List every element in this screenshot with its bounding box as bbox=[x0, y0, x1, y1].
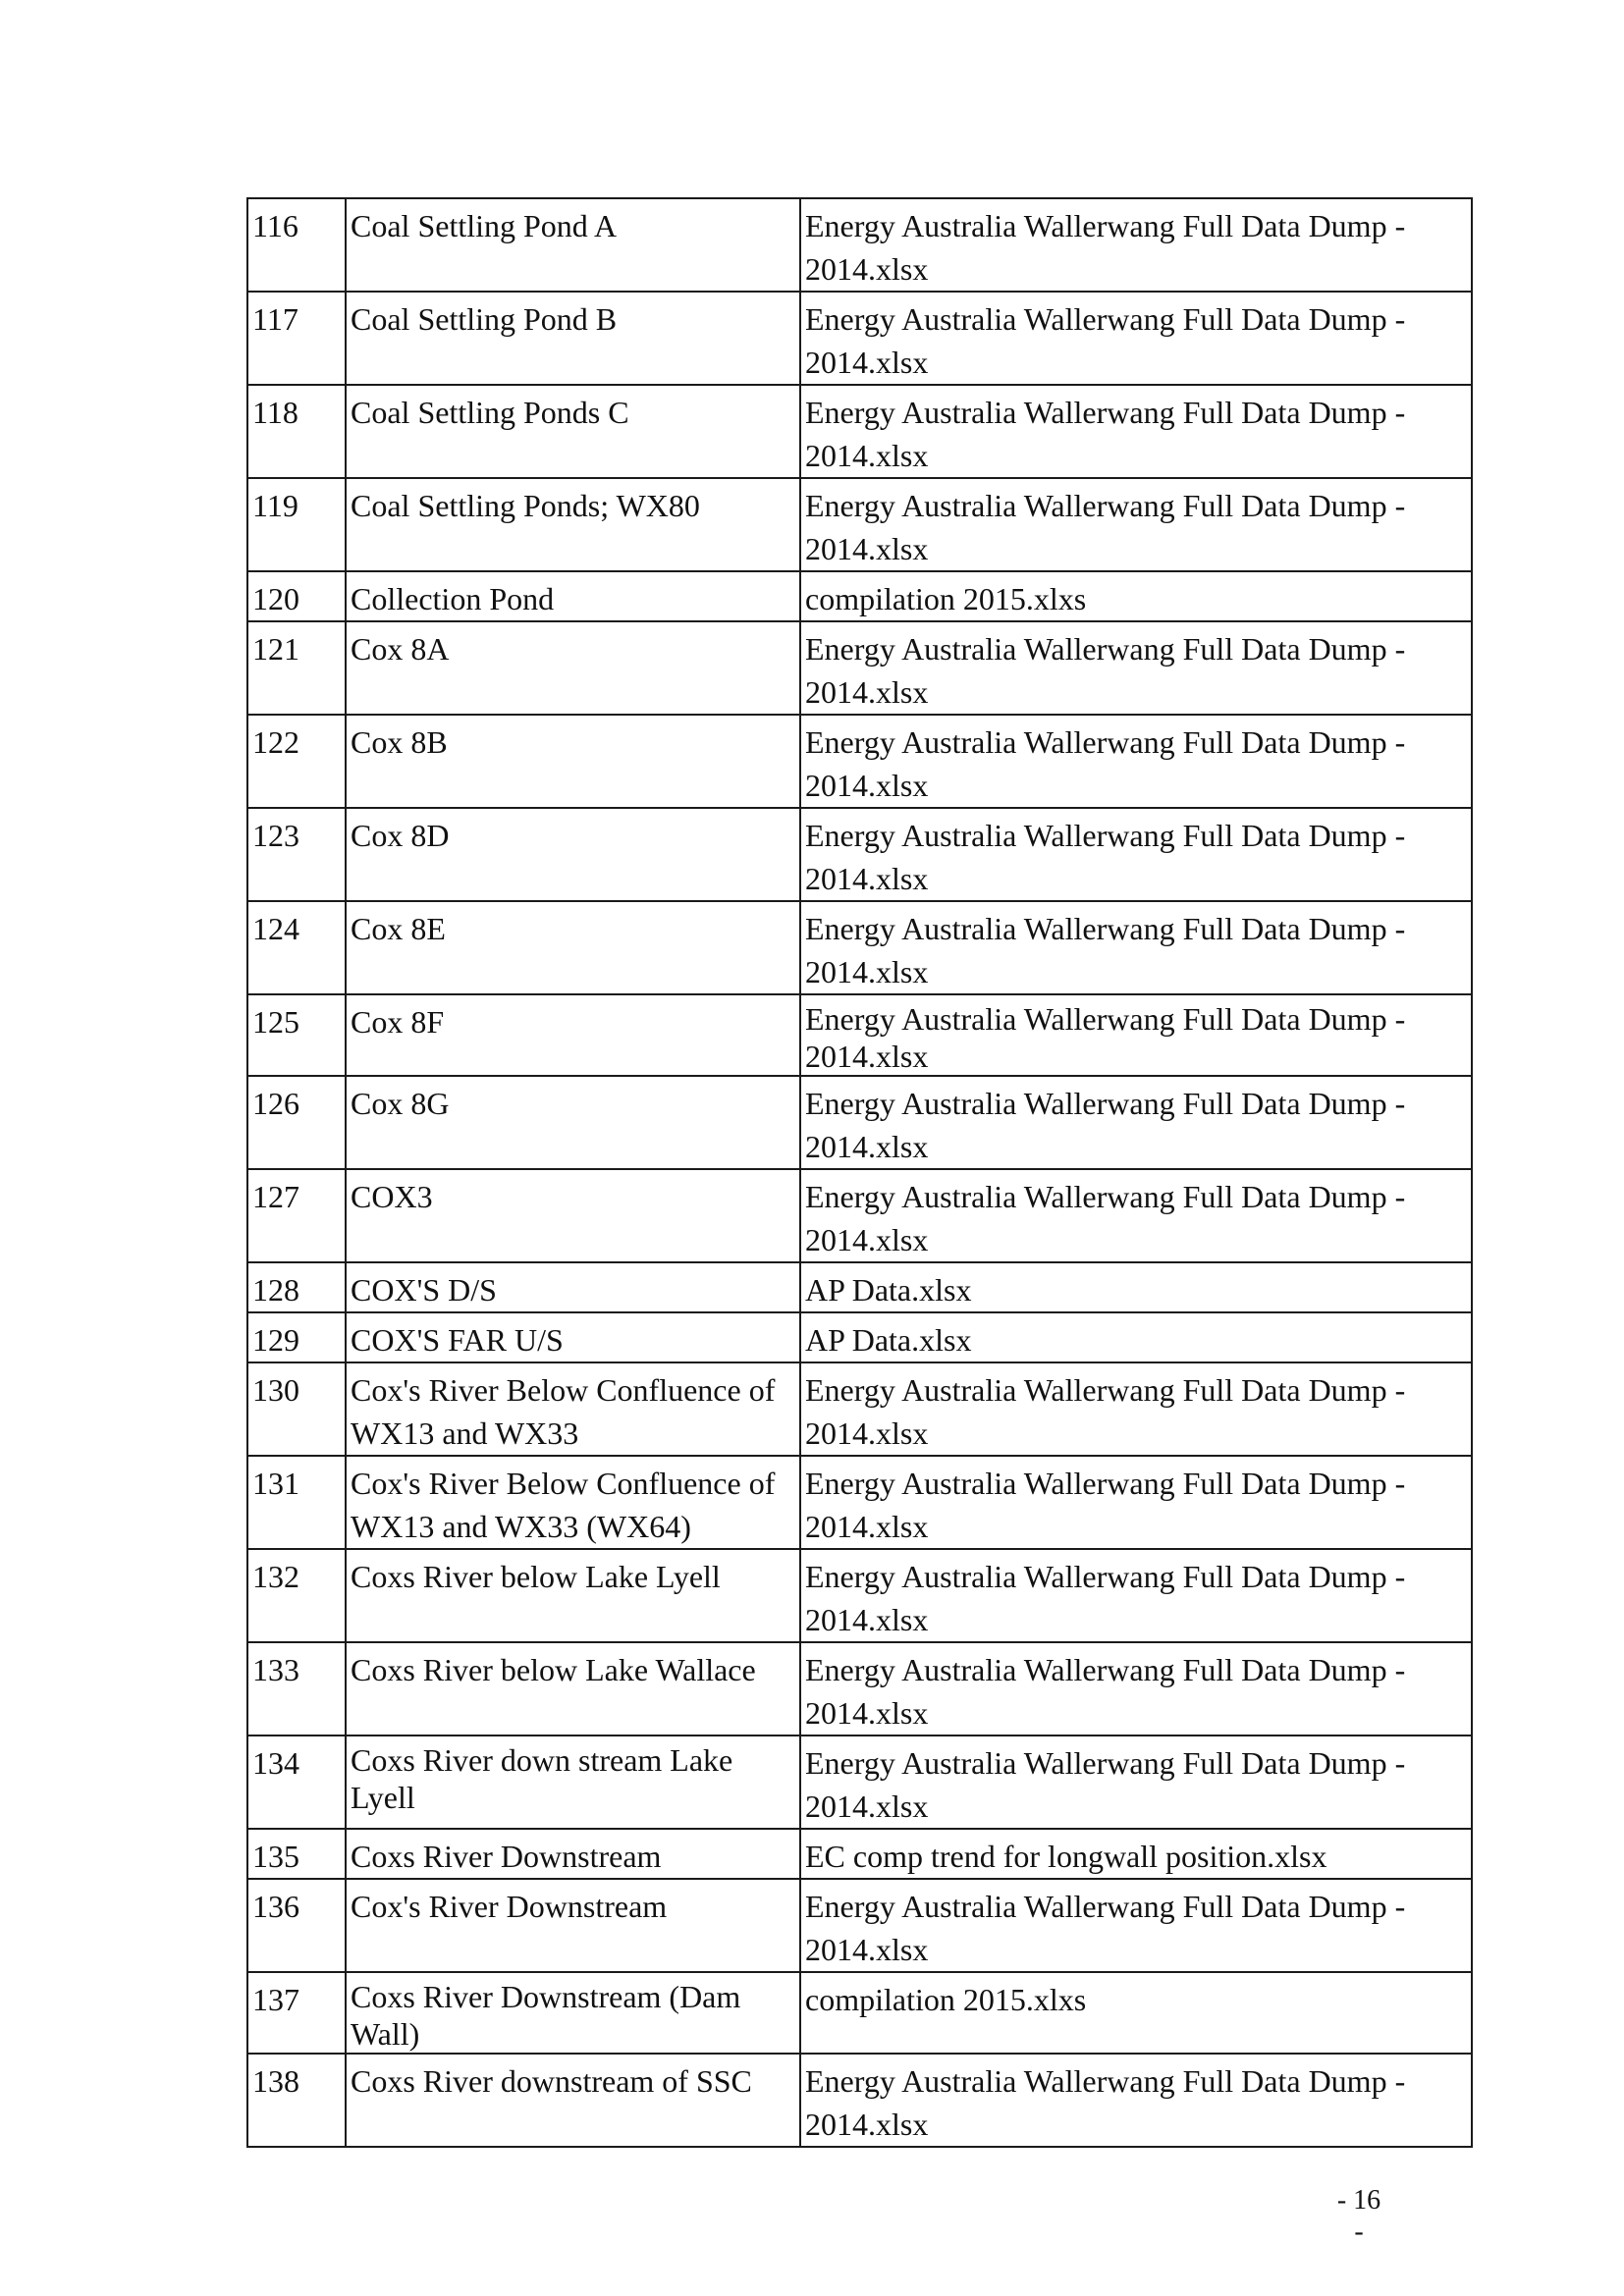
row-number: 137 bbox=[247, 1972, 346, 2054]
row-number: 134 bbox=[247, 1735, 346, 1829]
row-number: 123 bbox=[247, 808, 346, 901]
source-file: Energy Australia Wallerwang Full Data Dump - 2014.xlsx bbox=[800, 385, 1472, 478]
source-file: Energy Australia Wallerwang Full Data Dump - 2014.xlsx bbox=[800, 621, 1472, 715]
source-file: Energy Australia Wallerwang Full Data Dump - 2014.xlsx bbox=[800, 1456, 1472, 1549]
site-name: Collection Pond bbox=[346, 571, 800, 621]
source-file: Energy Australia Wallerwang Full Data Dump - 2014.xlsx bbox=[800, 1169, 1472, 1262]
row-number: 121 bbox=[247, 621, 346, 715]
site-name: Coxs River below Lake Lyell bbox=[346, 1549, 800, 1642]
table-row bbox=[247, 2054, 1472, 2147]
data-table bbox=[246, 197, 1473, 2148]
site-name: Cox 8D bbox=[346, 808, 800, 901]
row-number: 133 bbox=[247, 1642, 346, 1735]
source-file: Energy Australia Wallerwang Full Data Dump - 2014.xlsx bbox=[800, 1879, 1472, 1972]
source-file: EC comp trend for longwall position.xlsx bbox=[800, 1829, 1472, 1879]
table-row bbox=[247, 1879, 1472, 1972]
site-name: Coxs River Downstream (Dam Wall) bbox=[346, 1972, 800, 2054]
row-number: 120 bbox=[247, 571, 346, 621]
table-row bbox=[247, 808, 1472, 901]
site-name: Coal Settling Pond B bbox=[346, 292, 800, 385]
site-name: Cox's River Below Confluence of WX13 and WX33 bbox=[346, 1362, 800, 1456]
table-row bbox=[247, 994, 1472, 1076]
source-file: Energy Australia Wallerwang Full Data Dump - 2014.xlsx bbox=[800, 292, 1472, 385]
row-number: 118 bbox=[247, 385, 346, 478]
site-name: Cox's River Below Confluence of WX13 and WX33 (WX64) bbox=[346, 1456, 800, 1549]
table-row bbox=[247, 1076, 1472, 1169]
table-row bbox=[247, 198, 1472, 292]
site-name: Coxs River downstream of SSC bbox=[346, 2054, 800, 2147]
table-row bbox=[247, 715, 1472, 808]
row-number: 122 bbox=[247, 715, 346, 808]
row-number: 132 bbox=[247, 1549, 346, 1642]
row-number: 125 bbox=[247, 994, 346, 1076]
table-row bbox=[247, 1549, 1472, 1642]
site-name: COX'S FAR U/S bbox=[346, 1312, 800, 1362]
site-name: Coxs River below Lake Wallace bbox=[346, 1642, 800, 1735]
site-name: COX3 bbox=[346, 1169, 800, 1262]
table-row bbox=[247, 621, 1472, 715]
table-row bbox=[247, 1169, 1472, 1262]
page-number: - 16 - bbox=[1336, 2185, 1381, 2247]
source-file: Energy Australia Wallerwang Full Data Dump - 2014.xlsx bbox=[800, 1735, 1472, 1829]
source-file: Energy Australia Wallerwang Full Data Dump - 2014.xlsx bbox=[800, 901, 1472, 994]
row-number: 129 bbox=[247, 1312, 346, 1362]
table-row bbox=[247, 1312, 1472, 1362]
site-name: Cox's River Downstream bbox=[346, 1879, 800, 1972]
table-row bbox=[247, 1829, 1472, 1879]
table-row bbox=[247, 478, 1472, 571]
source-file: Energy Australia Wallerwang Full Data Dump - 2014.xlsx bbox=[800, 1362, 1472, 1456]
row-number: 131 bbox=[247, 1456, 346, 1549]
table-row bbox=[247, 1262, 1472, 1312]
table-row bbox=[247, 1456, 1472, 1549]
source-file: compilation 2015.xlxs bbox=[800, 571, 1472, 621]
source-file: Energy Australia Wallerwang Full Data Dump - 2014.xlsx bbox=[800, 478, 1472, 571]
site-name: Coxs River down stream Lake Lyell bbox=[346, 1735, 800, 1829]
row-number: 135 bbox=[247, 1829, 346, 1879]
row-number: 130 bbox=[247, 1362, 346, 1456]
source-file: Energy Australia Wallerwang Full Data Dump - 2014.xlsx bbox=[800, 808, 1472, 901]
row-number: 119 bbox=[247, 478, 346, 571]
site-name: COX'S D/S bbox=[346, 1262, 800, 1312]
site-name: Cox 8F bbox=[346, 994, 800, 1076]
source-file: Energy Australia Wallerwang Full Data Dump - 2014.xlsx bbox=[800, 198, 1472, 292]
table-row bbox=[247, 1735, 1472, 1829]
table-row bbox=[247, 292, 1472, 385]
source-file: Energy Australia Wallerwang Full Data Dump - 2014.xlsx bbox=[800, 994, 1472, 1076]
row-number: 126 bbox=[247, 1076, 346, 1169]
row-number: 136 bbox=[247, 1879, 346, 1972]
table-row bbox=[247, 385, 1472, 478]
site-name: Cox 8G bbox=[346, 1076, 800, 1169]
table-row bbox=[247, 1362, 1472, 1456]
site-name: Coxs River Downstream bbox=[346, 1829, 800, 1879]
table-row bbox=[247, 571, 1472, 621]
source-file: compilation 2015.xlxs bbox=[800, 1972, 1472, 2054]
row-number: 124 bbox=[247, 901, 346, 994]
row-number: 127 bbox=[247, 1169, 346, 1262]
table-row bbox=[247, 1642, 1472, 1735]
table-row bbox=[247, 1972, 1472, 2054]
source-file: Energy Australia Wallerwang Full Data Dump - 2014.xlsx bbox=[800, 2054, 1472, 2147]
source-file: AP Data.xlsx bbox=[800, 1262, 1472, 1312]
site-name: Cox 8E bbox=[346, 901, 800, 994]
table-row bbox=[247, 901, 1472, 994]
site-name: Coal Settling Ponds C bbox=[346, 385, 800, 478]
row-number: 128 bbox=[247, 1262, 346, 1312]
source-file: Energy Australia Wallerwang Full Data Dump - 2014.xlsx bbox=[800, 1076, 1472, 1169]
source-file: Energy Australia Wallerwang Full Data Dump - 2014.xlsx bbox=[800, 715, 1472, 808]
row-number: 116 bbox=[247, 198, 346, 292]
site-name: Coal Settling Ponds; WX80 bbox=[346, 478, 800, 571]
row-number: 138 bbox=[247, 2054, 346, 2147]
source-file: AP Data.xlsx bbox=[800, 1312, 1472, 1362]
source-file: Energy Australia Wallerwang Full Data Dump - 2014.xlsx bbox=[800, 1642, 1472, 1735]
row-number: 117 bbox=[247, 292, 346, 385]
source-file: Energy Australia Wallerwang Full Data Dump - 2014.xlsx bbox=[800, 1549, 1472, 1642]
site-name: Coal Settling Pond A bbox=[346, 198, 800, 292]
site-name: Cox 8B bbox=[346, 715, 800, 808]
site-name: Cox 8A bbox=[346, 621, 800, 715]
